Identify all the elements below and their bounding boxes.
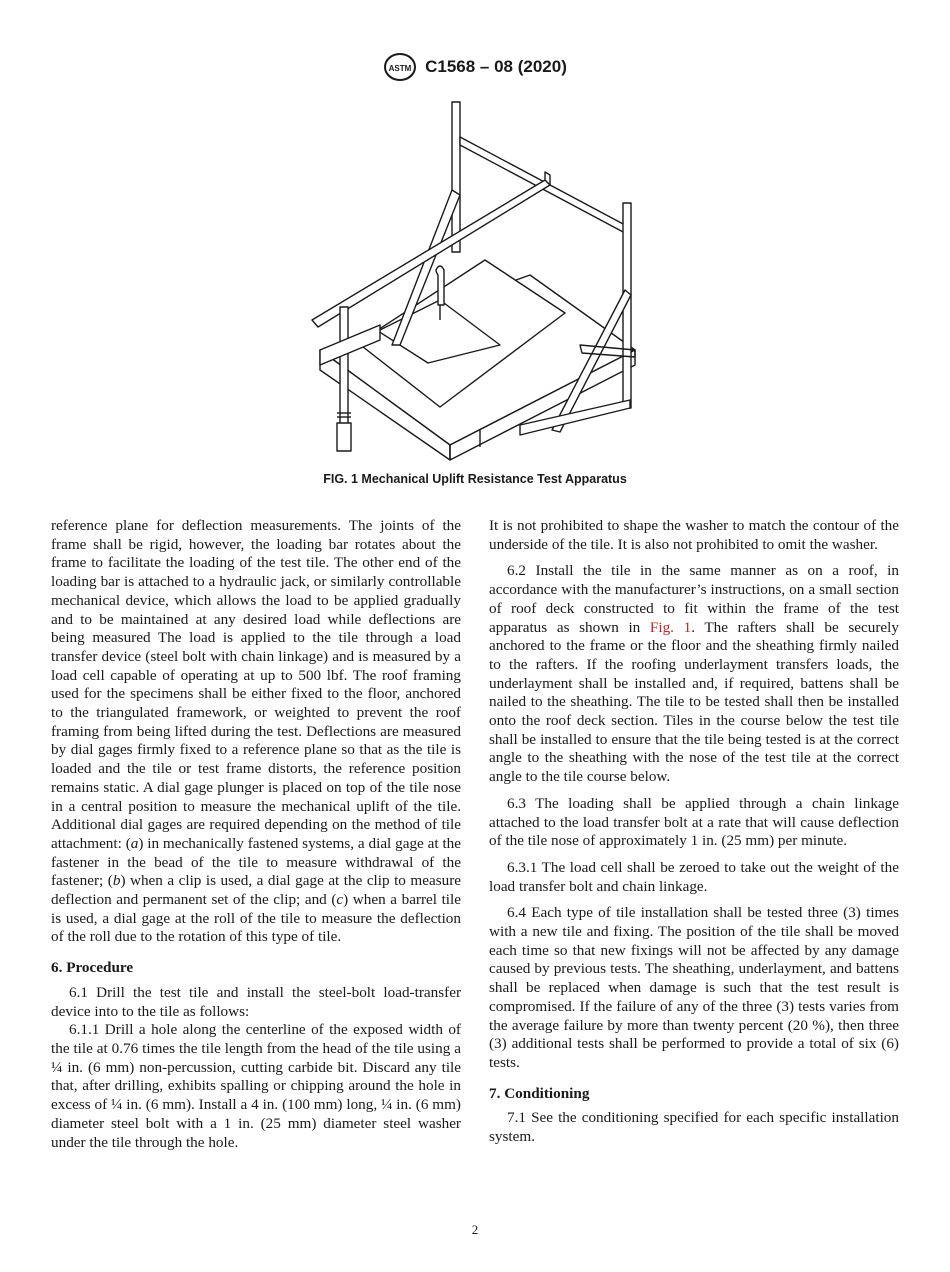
paragraph-6-3: 6.3 The loading shall be applied through a chain linkage attached to the load transfer bolt at a rate that will cause deflection of the tile nose of approximately 1 in. (25 mm) per minute. xyxy=(489,794,899,850)
paragraph-6-1: 6.1 Drill the test tile and install the steel-bolt load-transfer device into to the tile as follows: xyxy=(51,983,461,1020)
right-column xyxy=(489,517,899,1147)
astm-logo-text: ASTM xyxy=(388,64,412,73)
paragraph-washer: It is not prohibited to shape the washer to match the contour of the underside of the tile. It is also not prohibited to omit the washer. xyxy=(489,517,899,553)
paragraph-6-2: 6.2 Install the tile in the same manner as on a roof, in accordance with the manufacturer’s instructions, on a small section of roof deck constructed to fit within the frame of the test apparatus as shown in Fig. 1. The rafters shall be securely anchored to the frame or the floor and the sheathing firmly nailed to the rafters. If the roofing underlayment transfers loads, the underlayment shall be installed and, if required, battens shall be nailed to the sheathing. The tile to be tested shall then be installed onto the roof deck section. Tiles in the course below the test tile shall be installed to ensure that the tile being tested is at the correct angle to the sheathing with the nose of the test tile at the correct angle to the tile course below. xyxy=(489,562,899,786)
paragraph-6-3-1: 6.3.1 The load cell shall be zeroed to take out the weight of the load transfer bolt and chain linkage. xyxy=(489,858,899,895)
paragraph-7-1: 7.1 See the conditioning specified for each specific installation system. xyxy=(489,1109,899,1146)
document-designation: C1568 – 08 (2020) xyxy=(425,57,567,76)
paragraph-reference-plane: reference plane for deflection measurements. The joints of the frame shall be rigid, however, the loading bar rotates about the frame to facilitate the loading of the test tile. The other end of the loading bar is attached to a hydraulic jack, or similarly controllable mechanical device, which allows the load to be applied gradually and to be maintained at any desired load while deflections are being measured The load is applied to the tile through a load transfer device (steel bolt with chain linkage) and is measured by a load cell capable of operating at up to 500 lbf. The roof framing used for the specimens shall be either fixed to the floor, anchored to the triangulated framework, or weighted to prevent the roof framing from being lifted during the test. Deflections are measured by dial gages firmly fixed to a reference plane so that as the tile is loaded and the tile or test frame distorts, the reference position remains static. A dial gage plunger is placed on top of the tile nose in a central position to measure the mechanical uplift of the tile. Additional dial gages are required depending on the method of tile attachment: (a) in mechanically fastened systems, a dial gage at the fastener in the bead of the tile to measure withdrawal of the fastener; (b) when a clip is used, a dial gage at the clip to measure deflection and permanent set of the clip; and (c) when a barrel tile is used, a dial gage at the roll of the tile to measure the deflection of the roll due to the rotation of this type of tile. xyxy=(51,517,462,946)
page-header xyxy=(0,52,950,87)
paragraph-6-4: 6.4 Each type of tile installation shall be tested three (3) times with a new tile and fixing. The position of the tile shall be moved each time so that new fixings will not be affected by any damage caused by previous tests. The sheathing, underlayment, and battens shall be replaced when damage is such that the test result is compromised. If the failure of any of the three (3) tests varies from the average failure by more than twenty percent (20 %), then three (3) additional tests shall be performed to provide a total of six (6) tests. xyxy=(489,904,899,1071)
left-column xyxy=(51,517,461,1152)
astm-logo-icon xyxy=(383,52,417,82)
section-6-heading: 6. Procedure xyxy=(51,959,134,977)
figure-caption: FIG. 1 Mechanical Uplift Resistance Test Apparatus xyxy=(323,472,627,486)
page-number: 2 xyxy=(471,1222,479,1237)
section-7-heading: 7. Conditioning xyxy=(489,1084,590,1102)
paragraph-6-1-1: 6.1.1 Drill a hole along the centerline of the exposed width of the tile at 0.76 times the tile length from the head of the tile using a ¼ in. (6 mm) non-percussion, cutting carbide bit. Discard any tile that, after drilling, exhibits spalling or chipping around the hole in excess of ¼ in. (6 mm). Install a 4 in. (100 mm) long, ¼ in. (6 mm) diameter steel bolt with a 1 in. (25 mm) diameter steel washer under the tile through the hole. xyxy=(51,1021,461,1151)
fig-1-link[interactable]: Fig. 1 xyxy=(649,618,692,636)
test-apparatus-figure xyxy=(300,95,650,465)
